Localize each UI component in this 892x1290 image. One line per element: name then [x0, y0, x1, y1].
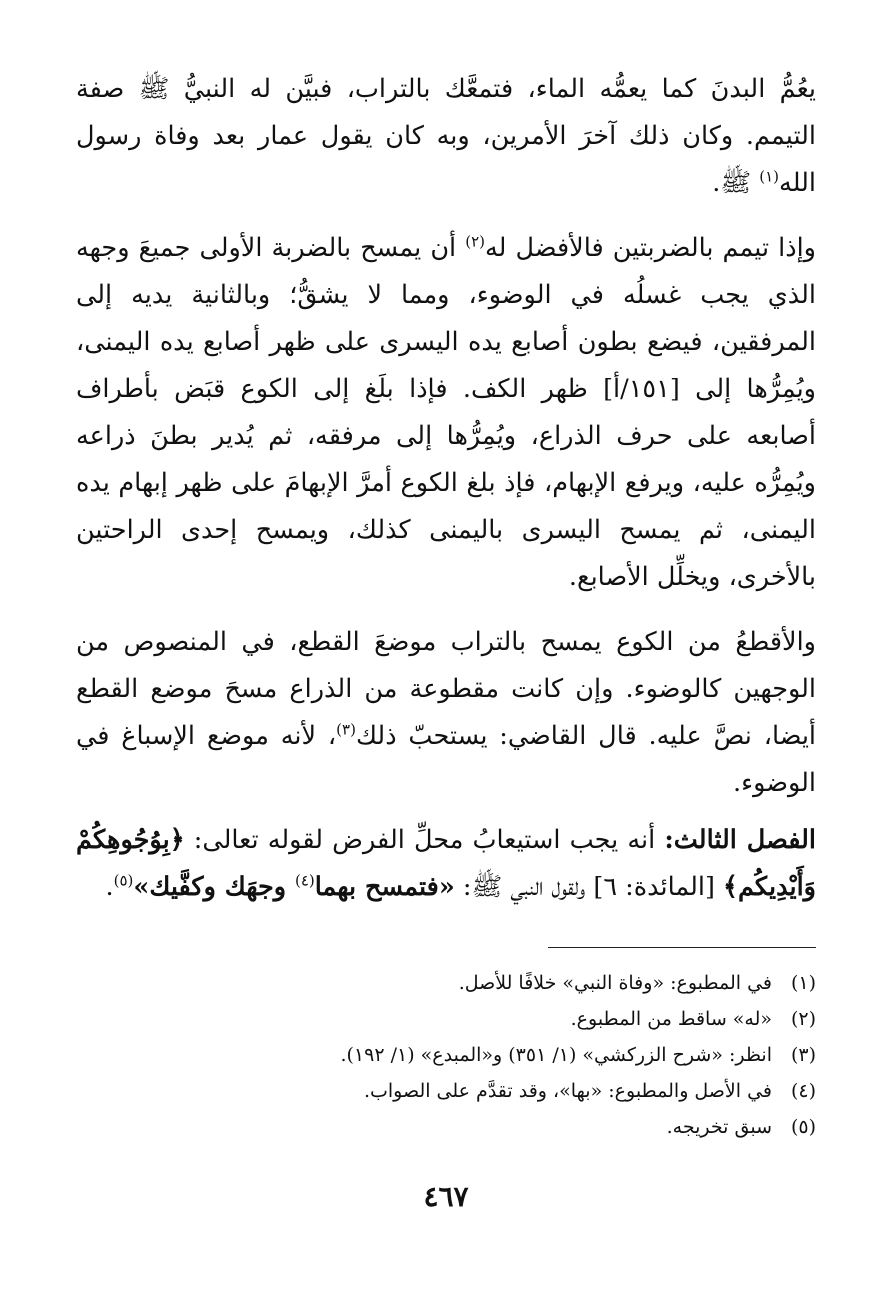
footnote-text: انظر: «شرح الزركشي» (١/ ٣٥١) و«المبدع» (١/ ١٩٢).: [340, 1044, 772, 1066]
paragraph-1: [76, 66, 816, 207]
footnote-text: في المطبوع: «وفاة النبي» خلافًا للأصل.: [458, 972, 772, 994]
footnote-ref-3: (٣): [336, 720, 356, 739]
paragraph-2-text-start: وإذا تيمم بالضربتين فالأفضل له: [485, 233, 816, 263]
page-body: [76, 66, 816, 911]
hadith-quote-end: وجهَك وكفَّيك»: [133, 872, 295, 902]
quran-citation: [المائدة: ٦] ولقول النبي ﷺ:: [454, 872, 724, 902]
paragraph-3-text: والأقطعُ من الكوع يمسح بالتراب موضعَ القطع، في المنصوص من الوجهين كالوضوء. وإن كانت مقطوعة من الذراع مسحَ موضع القطع أيضا، نصَّ عليه. قال القاضي: يستحبّ ذلك: [76, 627, 817, 751]
page-number: ٤٦٧: [423, 1180, 469, 1213]
footnote-ref-4: (٤): [294, 871, 315, 890]
paragraph-1-text-end: ﷺ.: [712, 168, 760, 198]
paragraph-4-text: أنه يجب استيعابُ محلِّ الفرض لقوله تعالى:: [184, 825, 665, 855]
footnote-number: (١): [790, 972, 816, 994]
paragraph-2-text: أن يمسح بالضربة الأولى جميعَ وجهه الذي يجب غسلُه في الوضوء، ومما لا يشقُّ؛ وبالثانية يديه إلى المرفقين، فيضع بطون أصابع يده اليسرى على ظهر أصابع يده اليمنى، ويُمِرُّها إلى [١٥١/أ] ظهر الكف. فإذا بلَغ إلى الكوع قبَض بأطراف أصابعه على حرف الذراع، ويُمِرُّها إلى مرفقه، ثم يُدير بطنَ ذراعه ويُمِرُّه عليه، ويرفع الإبهام، فإذ بلغ الكوع أمرَّ الإبهامَ على ظهر إبهام يده اليمنى، ثم يمسح اليسرى باليمنى كذلك، ويمسح إحدى الراحتين بالأخرى، ويخلِّل الأصابع.: [76, 233, 816, 592]
footnote-number: (٢): [790, 1008, 816, 1030]
paragraph-1-text: يعُمُّ البدنَ كما يعمُّه الماء، فتمعَّك بالتراب، فبيَّن له النبيُّ ﷺ صفة التيمم. وكان ذلك آخرَ الأمرين، وبه كان يقول عمار بعد وفاة رسول الله: [76, 74, 816, 198]
paragraph-3-text-end: ، لأنه موضع الإسباغ في الوضوء.: [76, 721, 816, 798]
paragraph-2: [76, 225, 816, 601]
quran-quote: ﴿بِوُجُوهِكُمْ وَأَيْدِيكُم﴾: [76, 825, 816, 902]
footnote-ref-2: (٢): [465, 232, 486, 251]
footnote-number: (٤): [790, 1080, 816, 1102]
footnote-text: في الأصل والمطبوع: «بها»، وقد تقدَّم على الصواب.: [363, 1080, 772, 1102]
footnote-2: [76, 1001, 816, 1037]
footnote-5: [76, 1109, 816, 1145]
footnote-number: (٣): [790, 1044, 816, 1066]
section-heading: الفصل الثالث:: [664, 825, 816, 855]
paragraph-4: [76, 817, 816, 911]
footnote-number: (٥): [790, 1116, 816, 1138]
paragraph-3: [76, 619, 816, 807]
footnote-separator: [548, 947, 816, 948]
footnotes: [76, 965, 816, 1145]
footnote-text: «له» ساقط من المطبوع.: [570, 1008, 772, 1030]
footnote-1: [76, 965, 816, 1001]
footnote-text: سبق تخريجه.: [666, 1116, 772, 1138]
footnote-ref-1: (١): [759, 167, 780, 186]
paragraph-4-end: .: [105, 872, 114, 902]
footnote-4: [76, 1073, 816, 1109]
hadith-quote-start: «فتمسح بهما: [314, 872, 455, 902]
footnote-ref-5: (٥): [113, 871, 134, 890]
footnote-3: [76, 1037, 816, 1073]
